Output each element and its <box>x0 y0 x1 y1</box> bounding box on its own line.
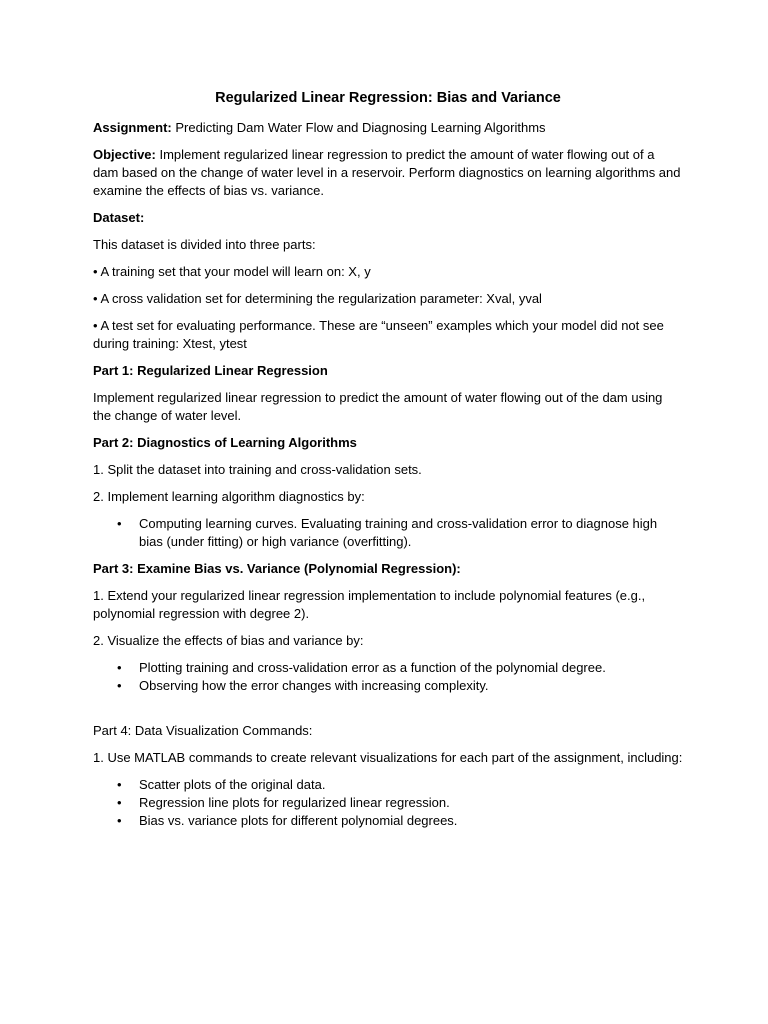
part3-step1: 1. Extend your regularized linear regression implementation to include polynomial features (e.g., polynomial regression with degree 2). <box>93 588 646 621</box>
list-item-text: Observing how the error changes with increasing complexity. <box>139 678 489 693</box>
objective-label: Objective: <box>93 147 156 162</box>
assignment-text: Predicting Dam Water Flow and Diagnosing Learning Algorithms <box>171 120 546 135</box>
bullet-glyph: • <box>117 516 122 531</box>
part2-step1: 1. Split the dataset into training and cross-validation sets. <box>93 462 422 477</box>
list-item-text: Scatter plots of the original data. <box>139 777 326 792</box>
part3-bullet-list <box>93 659 683 695</box>
list-item-text: Computing learning curves. Evaluating training and cross-validation error to diagnose high bias (under fitting) or high variance (overfitting). <box>139 516 658 549</box>
vertical-spacer <box>93 704 683 722</box>
list-item <box>93 515 683 551</box>
part4-heading: Part 4: Data Visualization Commands: <box>93 723 313 738</box>
part2-heading: Part 2: Diagnostics of Learning Algorithms <box>93 435 357 450</box>
part1-heading: Part 1: Regularized Linear Regression <box>93 363 328 378</box>
part1-text: Implement regularized linear regression to predict the amount of water flowing out of the dam using the change of water level. <box>93 390 663 423</box>
document-page <box>93 88 683 839</box>
dataset-heading: Dataset: <box>93 210 145 225</box>
list-item <box>93 776 683 794</box>
bullet-glyph: • <box>117 660 122 675</box>
bullet-glyph: • <box>117 777 122 792</box>
part2-bullet-list <box>93 515 683 551</box>
list-item <box>93 659 683 677</box>
objective-text: Implement regularized linear regression to predict the amount of water flowing out of a dam based on the change of water level in a reservoir. Perform diagnostics on learning algorithms and examine the effects of bias vs. variance. <box>93 147 681 198</box>
part2-step2: 2. Implement learning algorithm diagnostics by: <box>93 489 365 504</box>
part4-step1: 1. Use MATLAB commands to create relevant visualizations for each part of the assignment, including: <box>93 750 683 765</box>
part3-step2: 2. Visualize the effects of bias and variance by: <box>93 633 364 648</box>
list-item <box>93 677 683 695</box>
bullet-glyph: • <box>117 795 122 810</box>
bullet-glyph: • <box>117 813 122 828</box>
bullet-glyph: • <box>117 678 122 693</box>
assignment-label: Assignment: <box>93 120 172 135</box>
part3-heading: Part 3: Examine Bias vs. Variance (Polynomial Regression): <box>93 561 461 576</box>
part4-bullet-list <box>93 776 683 830</box>
list-item-text: Regression line plots for regularized linear regression. <box>139 795 450 810</box>
list-item-text: Plotting training and cross-validation error as a function of the polynomial degree. <box>139 660 606 675</box>
dataset-item: • A training set that your model will learn on: X, y <box>93 264 371 279</box>
dataset-item: • A cross validation set for determining the regularization parameter: Xval, yval <box>93 291 542 306</box>
objective-paragraph <box>93 146 683 200</box>
list-item-text: Bias vs. variance plots for different polynomial degrees. <box>139 813 458 828</box>
list-item <box>93 794 683 812</box>
document-title: Regularized Linear Regression: Bias and Variance <box>215 90 561 106</box>
dataset-intro: This dataset is divided into three parts: <box>93 237 316 252</box>
assignment-paragraph <box>93 119 683 137</box>
dataset-item: • A test set for evaluating performance. These are “unseen” examples which your model did not see during training: Xtest, ytest <box>93 318 664 351</box>
list-item <box>93 812 683 830</box>
